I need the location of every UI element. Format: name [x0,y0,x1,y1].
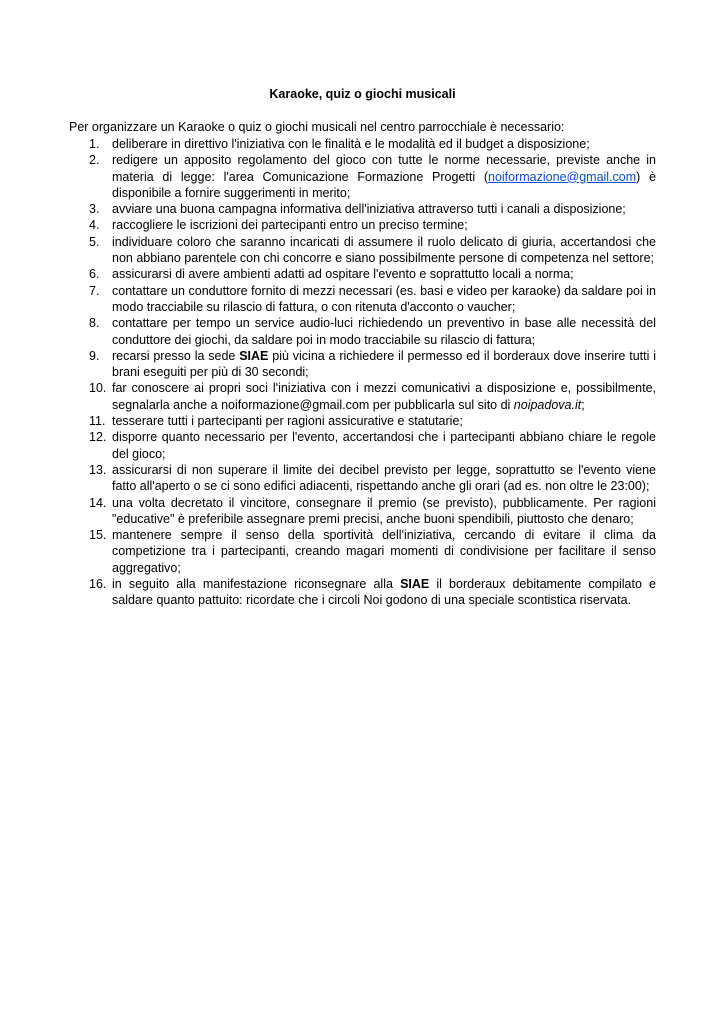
intro-paragraph: Per organizzare un Karaoke o quiz o giochi musicali nel centro parrocchiale è necessario: [69,120,565,134]
text-segment: assicurarsi di avere ambienti adatti ad ospitare l'evento e soprattutto locali a norma; [112,267,574,282]
text-segment: far conoscere ai propri soci l'iniziativa con i mezzi comunicativi a disposizione e, possibilmente, segnalarla anche a noiformazione@gmail.com per pubblicarla sul sito di [112,381,656,412]
list-item [89,429,656,462]
list-item-text [112,414,463,428]
list-item-text [112,381,656,411]
list-item-number: 3. [89,202,100,217]
list-item [89,348,656,381]
list-item-text [112,463,656,493]
text-segment: mantenere sempre il senso della sportività dell'iniziativa, cercando di evitare il clima da competizione tra i partecipanti, creando magari momenti di condivisione per facilitare il senso aggregativo; [112,528,656,575]
list-item-number: 14. [89,495,107,510]
list-item-number: 2. [89,153,100,168]
text-segment: ; [581,397,585,412]
list-item [89,495,656,528]
text-segment: avviare una buona campagna informativa dell'iniziativa attraverso tutti i canali a disposizione; [112,202,626,217]
list-item-number: 11. [89,414,106,429]
list-item-text [112,153,656,200]
text-segment: recarsi presso la sede [112,348,240,363]
list-item-text [112,267,574,281]
list-item-text [112,528,656,575]
list-item-number: 7. [89,283,100,298]
list-item-number: 10. [89,381,107,396]
list-item-text [112,430,656,460]
list-item-text [112,202,626,216]
list-item-text [112,284,656,314]
list-item [89,266,656,282]
list-item-text [112,349,656,379]
text-segment: deliberare in direttivo l'iniziativa con le finalità e le modalità ed il budget a disposizione; [112,137,590,151]
list-item-text [112,316,656,346]
text-segment: raccogliere le iscrizioni dei partecipanti entro un preciso termine; [112,218,468,233]
list-item-text [112,235,656,265]
text-segment: il borderaux debitamente compilato e saldare quanto pattuito: ricordate che i circoli Noi godono di una speciale scontistica riservata. [112,577,656,608]
text-segment: assicurarsi di non superare il limite dei decibel previsto per legge, soprattutto se l'evento viene fatto all'aperto o se ci sono edifici adiacenti, rispettando anche gli orari (ad es. non oltre le 23:00); [112,462,656,494]
list-item-text [112,137,590,151]
list-item-text [112,577,656,607]
list-item [89,234,656,267]
list-item [89,413,656,429]
text-segment: più vicina a richiedere il permesso ed il borderaux dove inserire tutti i brani eseguiti per più di 30 secondi; [112,348,656,380]
text-segment: individuare coloro che saranno incaricati di assumere il ruolo delicato di giuria, accertandosi che non abbiano parentele con chi concorre e siano possibilmente persone di competenza nel settore; [112,234,656,266]
list-item-text [112,218,468,232]
list-item [89,315,656,348]
list-item-number: 15. [89,528,107,543]
list-item [89,576,656,609]
list-item-number: 9. [89,348,100,363]
text-segment: contattare un conduttore fornito di mezzi necessari (es. basi e video per karaoke) da saldare poi in modo tracciabile su rilascio di fattura, o con ritenuta d'acconto o vaucher; [112,283,656,314]
text-segment: redigere un apposito regolamento del gioco con tutte le norme necessarie, previste anche in materia di legge: l'area Comunicazione Formazione Progetti ( [112,153,656,184]
italic-text: noipadova.it [513,397,582,412]
list-item-number: 13. [89,462,107,477]
list-item [89,201,656,217]
text-segment: una volta decretato il vincitore, consegnare il premio (se previsto), pubblicamente. Per ragioni "educative" è preferibile assegnare premi precisi, anche buoni spendibili, piuttosto che denaro; [112,495,656,526]
list-item-number: 12. [89,430,107,445]
text-segment: contattare per tempo un service audio-luci richiedendo un preventivo in base alle necessità del conduttore dei giochi, da saldare poi in modo tracciabile su rilascio di fattura; [112,316,656,347]
list-item-number: 6. [89,267,100,282]
list-item [89,462,656,495]
list-item [89,380,656,413]
list-item-number: 8. [89,316,100,331]
list-item-text [112,496,656,526]
list-item-number: 5. [89,234,100,249]
text-segment: in seguito alla manifestazione riconsegnare alla [112,577,401,592]
list-item [89,217,656,233]
document-title: Karaoke, quiz o giochi musicali [269,87,456,101]
list-item-number: 1. [89,137,100,151]
text-segment: disporre quanto necessario per l'evento, accertandosi che i partecipanti abbiano chiare le regole del gioco; [112,430,656,461]
list-item [89,136,656,152]
list-item [89,527,656,576]
requirements-list [89,136,656,609]
text-segment: ) è disponibile a fornire suggerimenti in merito; [112,169,656,200]
bold-text: SIAE [239,348,269,363]
text-segment: tesserare tutti i partecipanti per ragioni assicurative e statutarie; [112,414,463,429]
list-item-number: 16. [89,577,107,592]
list-item [89,283,656,316]
bold-text: SIAE [400,577,430,592]
list-item-number: 4. [89,218,100,233]
email-link[interactable]: noiformazione@gmail.com [488,169,637,184]
list-item [89,152,656,201]
